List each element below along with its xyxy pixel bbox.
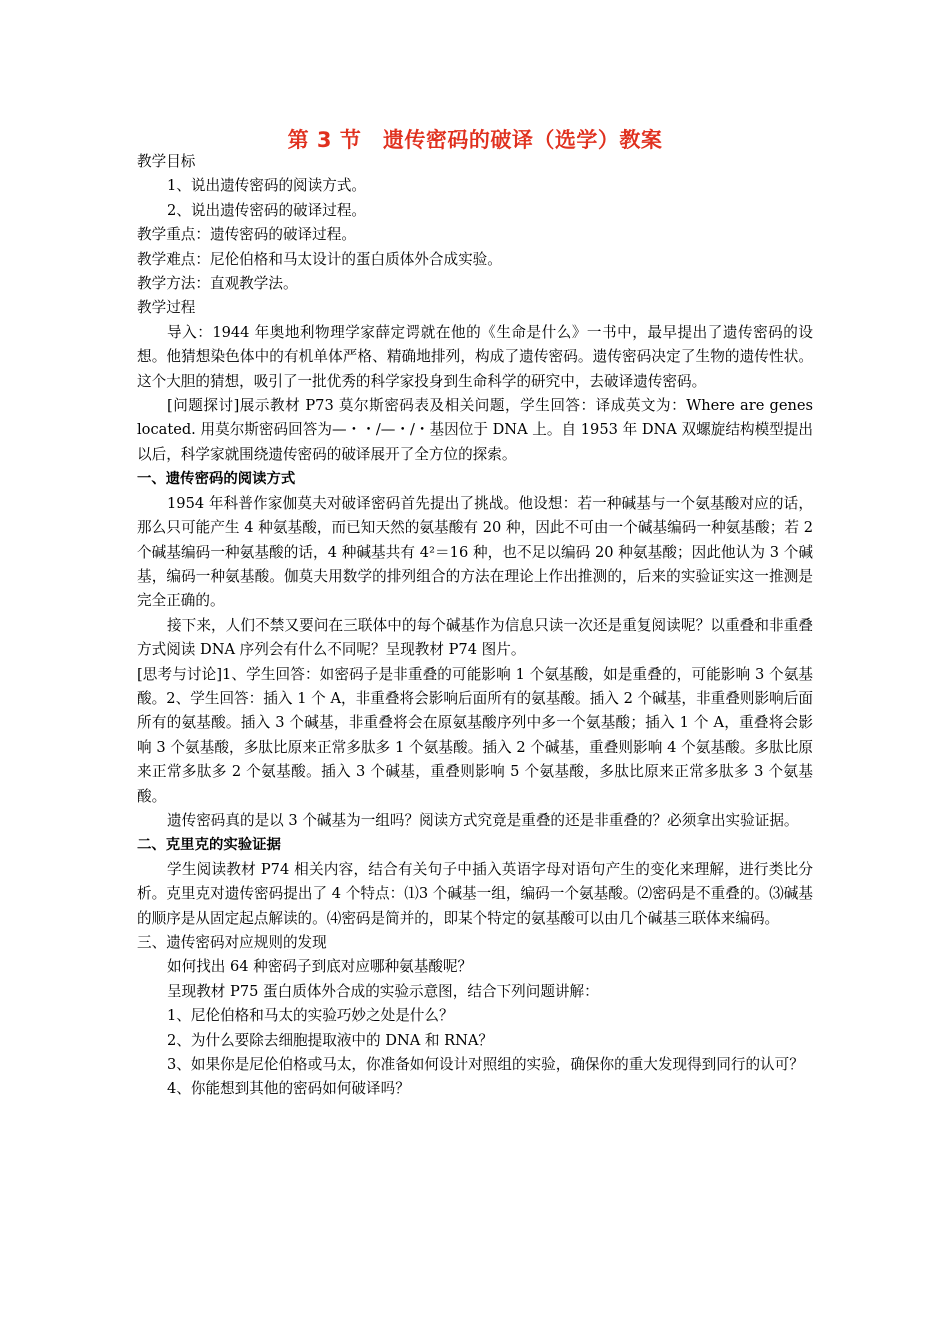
- section-1-paragraph-1: 1954 年科普作家伽莫夫对破译密码首先提出了挑战。他设想：若一种碱基与一个氨基酸对应的话，那么只可能产生 4 种氨基酸，而已知天然的氨基酸有 20 种，因此不可由一个碱基编码一种氨基酸；若 2 个碱基编码一种氨基酸的话，4 种碱基共有 4²＝16 种，也不足以编码 20 种氨基酸；因此他认为 3 个碱基，编码一种氨基酸。伽莫夫用数学的排列组合的方法在理论上作出推测的，后来的实验证实这一推测是完全正确的。: [137, 494, 813, 610]
- question-3: 3、如果你是尼伦伯格或马太，你准备如何设计对照组的实验，确保你的重大发现得到同行的认可？: [167, 1056, 804, 1074]
- objectives-heading: 教学目标: [137, 153, 196, 170]
- section-3-paragraph-1: 如何找出 64 种密码子到底对应哪种氨基酸呢？: [167, 958, 473, 976]
- question-4: 4、你能想到其他的密码如何破译吗？: [167, 1080, 410, 1098]
- document-title: 第 3 节 遗传密码的破译（选学）教案: [287, 128, 663, 152]
- difficulty: 教学难点：尼伦伯格和马太设计的蛋白质体外合成实验。: [137, 250, 502, 268]
- section-1-paragraph-3: [思考与讨论]1、学生回答：如密码子是非重叠的可能影响 1 个氨基酸，如是重叠的，可能影响 3 个氨基酸。2、学生回答：插入 1 个 A，非重叠将会影响后面所有的氨基酸。插入 2 个碱基，非重叠则影响后面所有的氨基酸。插入 3 个碱基，非重叠将会在原氨基酸序列中多一个氨基酸；插入 1 个 A，重叠将会影响 3 个氨基酸，多肽比原来正常多肽多 1 个氨基酸。插入 2 个碱基，重叠则影响 4 个氨基酸。多肽比原来正常多肽多 2 个氨基酸。插入 3 个碱基，重叠则影响 5 个氨基酸，多肽比原来正常多肽多 3 个氨基酸。: [137, 665, 813, 805]
- process-heading: 教学过程: [137, 299, 196, 317]
- section-3-heading: 三、遗传密码对应规则的发现: [137, 934, 327, 951]
- teaching-method: 教学方法：直观教学法。: [137, 275, 298, 293]
- section-3-paragraph-2: 呈现教材 P75 蛋白质体外合成的实验示意图，结合下列问题讲解：: [167, 982, 599, 1000]
- question-1: 1、尼伦伯格和马太的实验巧妙之处是什么？: [167, 1007, 454, 1025]
- question-2: 2、为什么要除去细胞提取液中的 DNA 和 RNA？: [167, 1031, 494, 1049]
- document-body: [137, 150, 813, 1102]
- problem-discussion-paragraph: [问题探讨]展示教材 P73 莫尔斯密码表及相关问题，学生回答：译成英文为：Where are genes located. 用莫尔斯密码回答为—・・/—・/・基因位于 DNA 上。自 1953 年 DNA 双螺旋结构模型提出以后，科学家就围绕遗传密码的破译展开了全方位的探索。: [137, 397, 813, 463]
- objective-item-2: 2、说出遗传密码的破译过程。: [167, 201, 367, 219]
- section-1-paragraph-2: 接下来，人们不禁又要问在三联体中的每个碱基作为信息只读一次还是重复阅读呢？以重叠和非重叠方式阅读 DNA 序列会有什么不同呢？呈现教材 P74 图片。: [137, 616, 813, 659]
- objective-item-1: 1、说出遗传密码的阅读方式。: [167, 177, 367, 195]
- section-2-paragraph: 学生阅读教材 P74 相关内容，结合有关句子中插入英语字母对语句产生的变化来理解，进行类比分析。克里克对遗传密码提出了 4 个特点：⑴3 个碱基一组，编码一个氨基酸。⑵密码是不重叠的。⑶碱基的顺序是从固定起点解读的。⑷密码是简并的，即某个特定的氨基酸可以由几个碱基三联体来编码。: [137, 860, 813, 927]
- section-2-heading: 二、克里克的实验证据: [137, 837, 281, 854]
- section-1-paragraph-4: 遗传密码真的是以 3 个碱基为一组吗？阅读方式究竟是重叠的还是非重叠的？必须拿出实验证据。: [167, 811, 799, 829]
- section-1-heading: 一、遗传密码的阅读方式: [137, 471, 296, 488]
- key-point: 教学重点：遗传密码的破译过程。: [137, 226, 356, 244]
- intro-paragraph: 导入：1944 年奥地利物理学家薛定谔就在他的《生命是什么》一书中，最早提出了遗传密码的设想。他猜想染色体中的有机单体严格、精确地排列，构成了遗传密码。遗传密码决定了生物的遗传性状。这个大胆的猜想，吸引了一批优秀的科学家投身到生命科学的研究中，去破译遗传密码。: [137, 323, 813, 390]
